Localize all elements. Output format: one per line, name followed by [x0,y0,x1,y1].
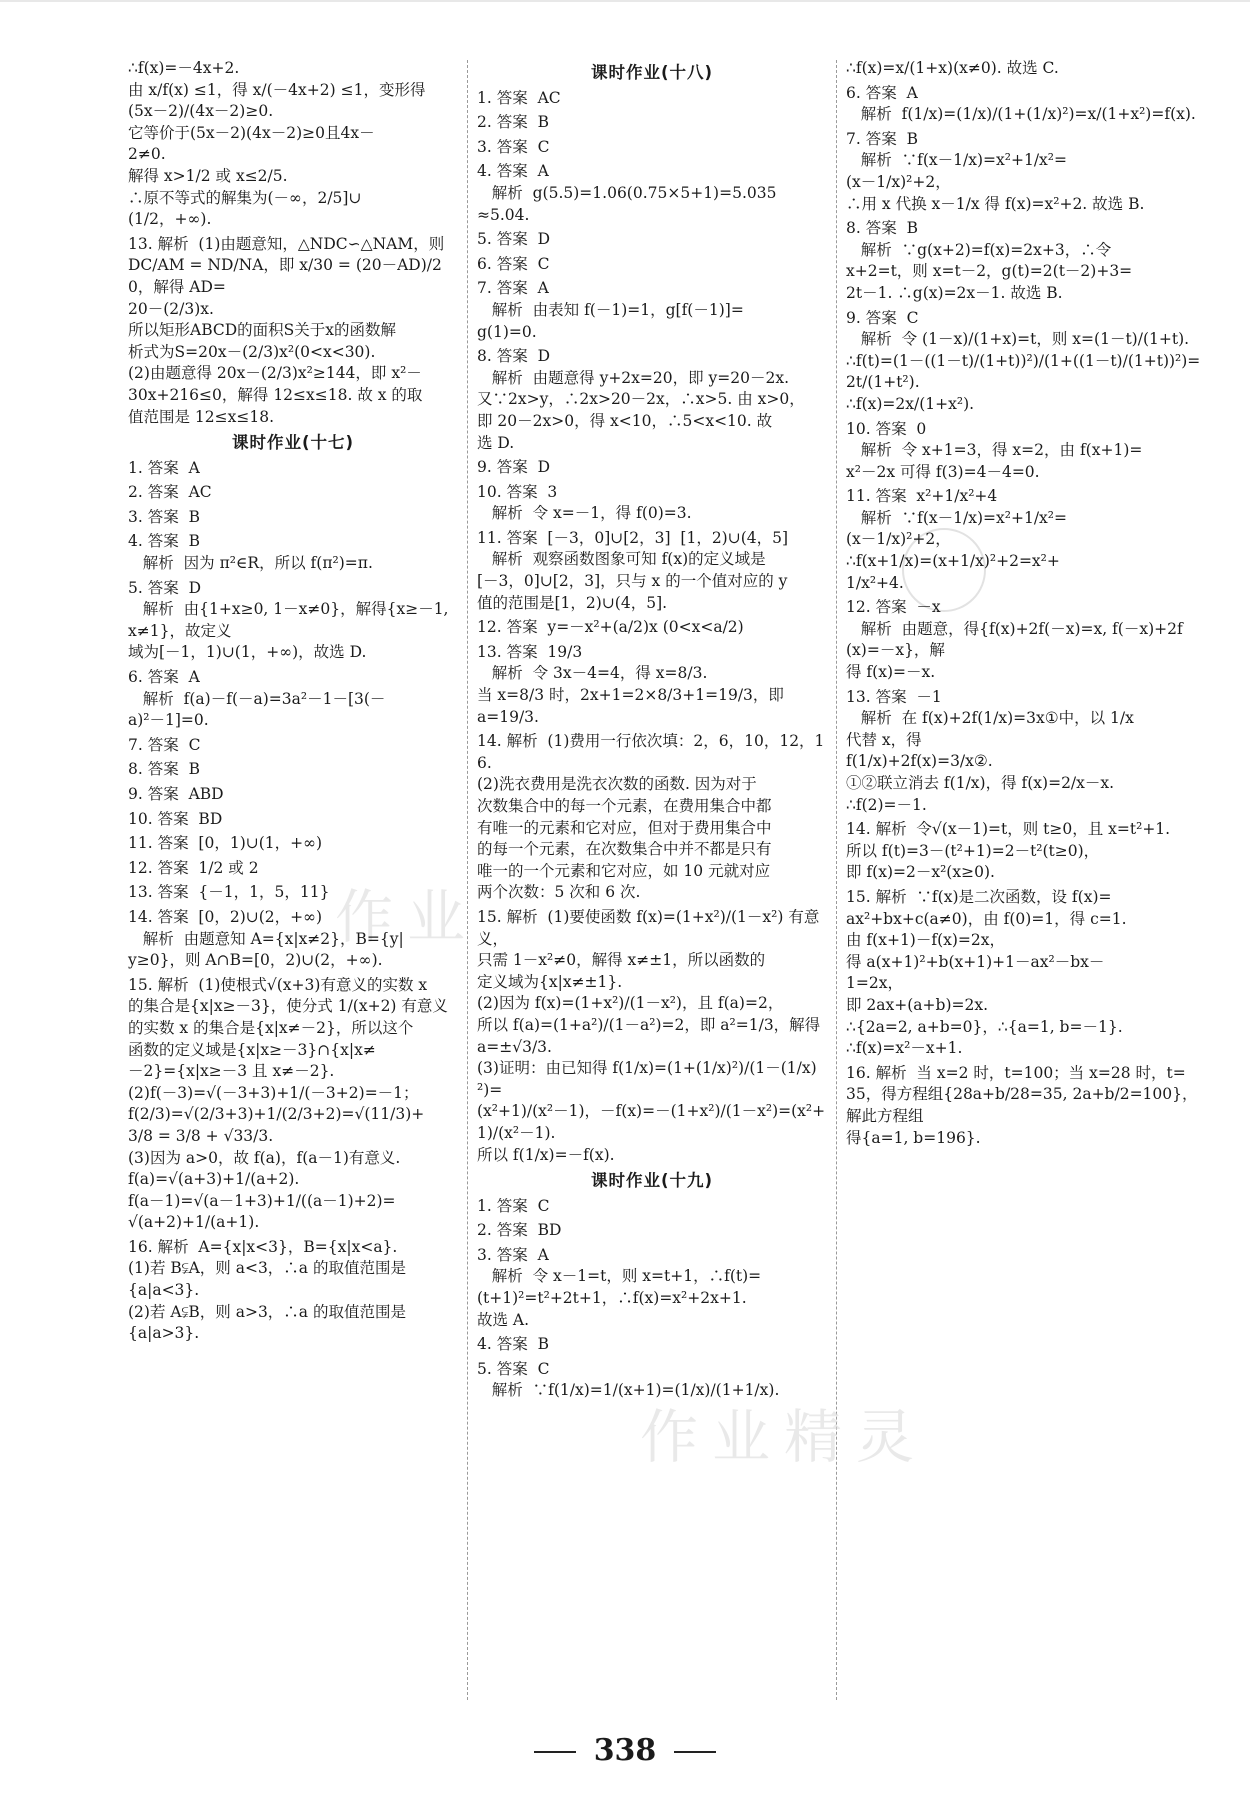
solution-text-line: 函数的定义域是{x|x≥－3}∩{x|x≠ [128,1040,376,1059]
solution-text-line: a=±√3/3. [477,1037,552,1056]
question-answer-line: 9. 答案 D [477,458,550,477]
question-answer-line: 4. 答案 A [477,162,549,181]
question-answer-line: 1. 答案 AC [477,88,561,107]
solution-text-line: 当 x=8/3 时，2x+1=2×8/3+1=19/3，即 [477,686,784,705]
solution-text-line: ①②联立消去 f(1/x)，得 f(x)=2/x－x. [846,774,1115,792]
solution-text-line: 2t－1. ∴g(x)=2x－1. 故选 B. [846,283,1063,302]
solution-text-line: ∴f(x)=2x/(1+x²). [846,394,975,413]
solution-text-line: {a|a<3}. [128,1281,200,1300]
question-answer-line: 16. 解析 当 x=2 时，t=100；当 x=28 时，t= [846,1063,1186,1082]
question-answer-line: 9. 答案 ABD [128,785,224,803]
solution-text-line: 析式为S=20x－(2/3)x²(0<x<30). [128,342,376,361]
solution-text-line: 所以 f(1/x)=－f(x). [477,1145,615,1164]
solution-text-line: ∴用 x 代换 x－1/x 得 f(x)=x²+2. 故选 B. [846,194,1145,213]
watermark: 作业 [335,883,480,951]
question-answer-line: 5. 答案 C [477,1359,550,1378]
solution-text-line: 1=2x， [846,974,903,993]
solution-text-line: 得 f(x)=－x. [846,663,936,682]
solution-text-line: ∴原不等式的解集为(－∞，2/5]∪ [128,188,362,207]
solution-text-line: (3)证明：由已知得 f(1/x)=(1+(1/x)²)/(1－(1/x)²)= [477,1059,817,1099]
solution-text-line: 1/x²+4. [846,573,904,592]
column-divider-right [836,60,837,1700]
solution-text-line: (x²+1)/(x²－1)，－f(x)=－(1+x²)/(1－x²)=(x²+1)/(x²－1). [477,1102,826,1142]
footer-dash [534,1751,576,1753]
solution-text-line: y≥0}，则 A∩B=[0，2)∪(2，+∞). [128,951,383,970]
question-answer-line: 7. 答案 A [477,279,549,298]
solution-text-line: ∴f(t)=(1－((1－t)/(1+t))²)/(1+((1－t)/(1+t))²)=2t/(1+t²). [846,351,1201,392]
question-answer-line: 12. 答案 －x [846,598,941,617]
question-answer-line: 14. 解析 令√(x－1)=t，则 t≥0，且 x=t²+1. [846,820,1171,839]
solution-text-line: 次数集合中的每一个元素，在费用集合中都 [477,797,772,815]
solution-text-line: (3)因为 a>0，故 f(a)，f(a－1)有意义. [128,1148,401,1167]
solution-text-line: (1/2，+∞). [128,210,212,229]
question-answer-line: 8. 答案 D [477,347,550,366]
solution-text-line: ∴f(x)=x²－x+1. [846,1039,963,1058]
solution-text-line: 解析 令 (1－x)/(1+x)=t，则 x=(1－t)/(1+t). [846,330,1190,349]
page-number: 338 [593,1733,657,1768]
question-answer-line: 15. 解析 (1)使根式√(x+3)有意义的实数 x [128,975,428,994]
solution-text-line: 解析 由题意，得{f(x)+2f(－x)=x, f(－x)+2f(x)=－x}，解 [846,619,1183,660]
solution-text-line: 解析 f(1/x)=(1/x)/(1+(1/x)²)=x/(1+x²)=f(x). [846,105,1196,124]
question-answer-line: 5. 答案 D [477,230,550,249]
solution-text-line: 解析 ∵f(1/x)=1/(x+1)=(1/x)/(1+1/x). [477,1381,780,1400]
question-answer-line: 2. 答案 B [477,113,549,132]
solution-text-line: －2}={x|x≥－3 且 x≠－2}. [128,1062,335,1081]
solution-text-line: (2)由题意得 20x－(2/3)x²≥144，即 x²－ [128,364,422,383]
question-answer-line: 6. 答案 A [128,668,200,687]
solution-text-line: √(a+2)+1/(a+1). [128,1213,260,1232]
solution-text-line: 域为[－1，1)∪(1，+∞)，故选 D. [128,643,367,662]
solution-text-line: ≈5.04. [477,205,530,224]
solution-text-line: 所以 f(a)=(1+a²)/(1－a²)=2，即 a²=1/3，解得 [477,1015,821,1034]
question-answer-line: 13. 答案 －1 [846,687,942,706]
solution-text-line: 它等价于(5x－2)(4x－2)≥0且4x－ [128,123,375,142]
section-title: 课时作业(十九) [590,1171,714,1191]
top-edge [0,0,1250,2]
question-answer-line: 8. 答案 B [128,760,200,779]
solution-text-line: ∴f(x)=－4x+2. [128,59,240,77]
question-answer-line: 7. 答案 B [846,129,918,148]
page-number-footer [0,1733,1250,1768]
solution-text-line: [－3，0]∪[2，3]，只与 x 的一个值对应的 y [477,572,788,591]
question-answer-line: 14. 解析 (1)费用一行依次填：2，6，10，12，16. [477,732,825,772]
question-answer-line: 16. 解析 A={x|x<3}，B={x|x<a}. [128,1237,398,1256]
solution-text-line: (5x－2)/(4x－2)≥0. [128,102,274,121]
solution-text-line: 即 2ax+(a+b)=2x. [846,995,989,1014]
solution-text-line: 所以矩形ABCD的面积S关于x的函数解 [128,321,397,340]
solution-text-line: (x－1/x)²+2， [846,530,951,549]
question-answer-line: 10. 答案 BD [128,809,223,828]
solution-text-line: 得{a=1, b=196}. [846,1128,981,1147]
solution-text-line: 由 x/f(x) ≤1，得 x/(－4x+2) ≤1，变形得 [128,80,426,99]
solution-text-line: 解析 观察函数图象可知 f(x)的定义域是 [477,550,766,569]
solution-text-line: 解析 在 f(x)+2f(1/x)=3x①中，以 1/x [846,709,1134,728]
solution-text-line: 值的范围是[1，2)∪(4，5]. [477,593,668,612]
solution-text-line: 解析 由题意得 y+2x=20，即 y=20－2x. [477,368,790,387]
solution-text-line: (t+1)²=t²+2t+1，∴f(x)=x²+2x+1. [477,1289,747,1308]
solution-text-line: 代替 x，得 [846,730,922,749]
solution-text-line: 解析 令 x－1=t，则 x=t+1，∴f(t)= [477,1267,762,1286]
solution-text-line: (1)若 B⫋A，则 a<3，∴a 的取值范围是 [128,1259,406,1278]
section-title: 课时作业(十八) [590,63,714,82]
watermark: 作业精灵 [640,1403,929,1471]
question-answer-line: 13. 答案 19/3 [477,642,583,661]
solution-text-line: 故选 A. [477,1310,530,1329]
question-answer-line: 15. 解析 (1)要使函数 f(x)=(1+x²)/(1－x²) 有意义， [477,907,820,948]
solution-text-line: f(a)=√(a+3)+1/(a+2). [128,1170,300,1189]
solution-text-line: x²－2x 可得 f(3)=4－4=0. [846,462,1040,481]
question-answer-line: 2. 答案 AC [128,483,212,502]
question-answer-line: 1. 答案 A [128,458,200,477]
solution-text-line: ax²+bx+c(a≠0)，由 f(0)=1，得 c=1. [846,909,1127,928]
solution-text-line: x+2=t，则 x=t－2，g(t)=2(t－2)+3= [846,262,1133,281]
solution-text-line: 即 f(x)=2－x²(x≥0). [846,863,995,882]
question-answer-line: 3. 答案 B [128,507,200,526]
solution-text-line: 的集合是{x|x≥－3}，使分式 1/(x+2) 有意义 [128,997,448,1016]
solution-text-line: 即 20－2x>0，得 x<10，∴5<x<10. 故 [477,411,773,430]
section-title: 课时作业(十七) [231,433,355,453]
solution-text-line: ∴f(x)=x/(1+x)(x≠0). 故选 C. [846,59,1059,77]
solution-text-line: 由 f(x+1)－f(x)=2x， [846,931,1006,950]
solution-text-line: ∴{2a=2, a+b=0}，∴{a=1, b=－1}. [846,1017,1123,1036]
solution-text-line: 解析 f(a)－f(－a)=3a²－1－[3(－ [128,689,386,708]
solution-text-line: 解析 g(5.5)=1.06(0.75×5+1)=5.035 [477,183,777,202]
solution-text-line: 解析 由{1+x≥0, 1－x≠0}，解得{x≥－1, x≠1}，故定义 [128,600,454,640]
solution-text-line: 值范围是 12≤x≤18. [128,407,275,426]
answer-column-left [128,58,458,1345]
question-answer-line: 9. 答案 C [846,308,919,327]
solution-text-line: a=19/3. [477,707,539,726]
answer-column-right [846,58,1201,1149]
solution-text-line: 解析 ∵f(x－1/x)=x²+1/x²= [846,151,1067,170]
solution-text-line: 解析 由表知 f(－1)=1，g[f(－1)]= [477,300,744,319]
question-answer-line: 12. 答案 1/2 或 2 [128,858,259,877]
solution-text-line: DC/AM = ND/NA，即 x/30 = (20－AD)/20，解得 AD= [128,256,442,296]
question-answer-line: 11. 答案 [－3，0]∪[2，3] [1，2)∪(4，5] [477,528,789,547]
question-answer-line: 15. 解析 ∵f(x)是二次函数，设 f(x)= [846,887,1112,906]
question-answer-line: 11. 答案 x²+1/x²+4 [846,487,998,506]
solution-text-line: 得 a(x+1)²+b(x+1)+1－ax²－bx－ [846,952,1105,971]
solution-text-line: 解析 ∵f(x－1/x)=x²+1/x²= [846,508,1067,527]
solution-text-line: ∴f(2)=－1. [846,795,927,814]
solution-text-line: 解析 令 3x－4=4，得 x=8/3. [477,664,708,683]
solution-text-line: 解析 令 x=－1，得 f(0)=3. [477,504,692,523]
solution-text-line: 20－(2/3)x. [128,299,214,318]
solution-text-line: (2)若 A⫋B，则 a>3，∴a 的取值范围是 [128,1302,406,1321]
solution-text-line: 只需 1－x²≠0，解得 x≠±1，所以函数的 [477,951,766,970]
solution-text-line: 3/8 = 3/8 + √33/3. [128,1126,274,1145]
solution-text-line: f(1/x)+2f(x)=3/x②. [846,752,993,771]
solution-text-line: 的实数 x 的集合是{x|x≠－2}，所以这个 [128,1018,414,1037]
solution-text-line: (2)因为 f(x)=(1+x²)/(1－x²)，且 f(a)=2， [477,994,784,1013]
solution-text-line: 定义域为{x|x≠±1}. [477,972,623,991]
solution-text-line: (2)f(－3)=√(－3+3)+1/(－3+2)=－1； [128,1083,419,1102]
solution-text-line: 两个次数：5 次和 6 次. [477,883,641,902]
solution-text-line: 30x+216≤0，解得 12≤x≤18. 故 x 的取 [128,385,423,404]
question-answer-line: 2. 答案 BD [477,1221,562,1240]
question-answer-line: 11. 答案 [0，1)∪(1，+∞) [128,834,323,853]
question-answer-line: 12. 答案 y=－x²+(a/2)x (0<x<a/2) [477,618,744,637]
solution-text-line: 所以 f(t)=3－(t²+1)=2－t²(t≥0)， [846,841,1100,860]
question-answer-line: 14. 答案 [0，2)∪(2，+∞) [128,907,323,926]
solution-text-line: f(2/3)=√(2/3+3)+1/(2/3+2)=√(11/3)+ [128,1105,425,1124]
solution-text-line: 有唯一的元素和它对应，但对于费用集合中 [477,818,772,837]
question-answer-line: 8. 答案 B [846,219,918,238]
question-answer-line: 10. 答案 3 [477,482,558,501]
question-answer-line: 13. 解析 (1)由题意知，△NDC∽△NAM，则 [128,234,445,253]
solution-text-line: 解析 由题意知 A={x|x≠2}，B={y| [128,929,404,948]
solution-text-line: 35，得方程组{28a+b/28=35, 2a+b/2=100}，解此方程组 [846,1085,1198,1125]
solution-text-line: 选 D. [477,433,515,452]
question-answer-line: 3. 答案 C [477,137,550,156]
question-answer-line: 6. 答案 C [477,254,550,273]
question-answer-line: 4. 答案 B [477,1335,549,1354]
question-answer-line: 5. 答案 D [128,578,201,597]
column-divider-left [467,60,468,1700]
solution-text-line: 解得 x>1/2 或 x≤2/5. [128,166,288,185]
solution-text-line: 解析 ∵g(x+2)=f(x)=2x+3，∴令 [846,240,1112,259]
question-answer-line: 6. 答案 A [846,83,918,102]
question-answer-line: 10. 答案 0 [846,419,927,438]
solution-text-line: 唯一的一个元素和它对应，如 10 元就对应 [477,861,771,880]
solution-text-line: g(1)=0. [477,322,537,341]
solution-text-line: (2)洗衣费用是洗衣次数的函数. 因为对于 [477,775,757,794]
footer-dash [674,1751,716,1753]
question-answer-line: 1. 答案 C [477,1196,550,1215]
solution-text-line: 又∵2x>y，∴2x>20－2x，∴x>5. 由 x>0， [477,390,805,409]
solution-text-line: 的每一个元素，在次数集合中并不都是只有 [477,840,772,859]
solution-text-line: {a|a>3}. [128,1324,200,1343]
answer-column-middle [477,58,827,1402]
solution-text-line: 解析 因为 π²∈R，所以 f(π²)=π. [128,554,373,573]
solution-text-line: ∴f(x+1/x)=(x+1/x)²+2=x²+ [846,552,1060,571]
solution-text-line: (x－1/x)²+2， [846,172,951,191]
question-answer-line: 7. 答案 C [128,735,201,754]
solution-text-line: f(a－1)=√(a－1+3)+1/((a－1)+2)= [128,1191,396,1210]
question-answer-line: 3. 答案 A [477,1245,549,1264]
solution-text-line: 2≠0. [128,145,166,164]
question-answer-line: 13. 答案 {－1，1，5，11} [128,883,330,902]
solution-text-line: 解析 令 x+1=3，得 x=2，由 f(x+1)= [846,441,1143,460]
question-answer-line: 4. 答案 B [128,532,200,551]
solution-text-line: a)²－1]=0. [128,711,209,730]
